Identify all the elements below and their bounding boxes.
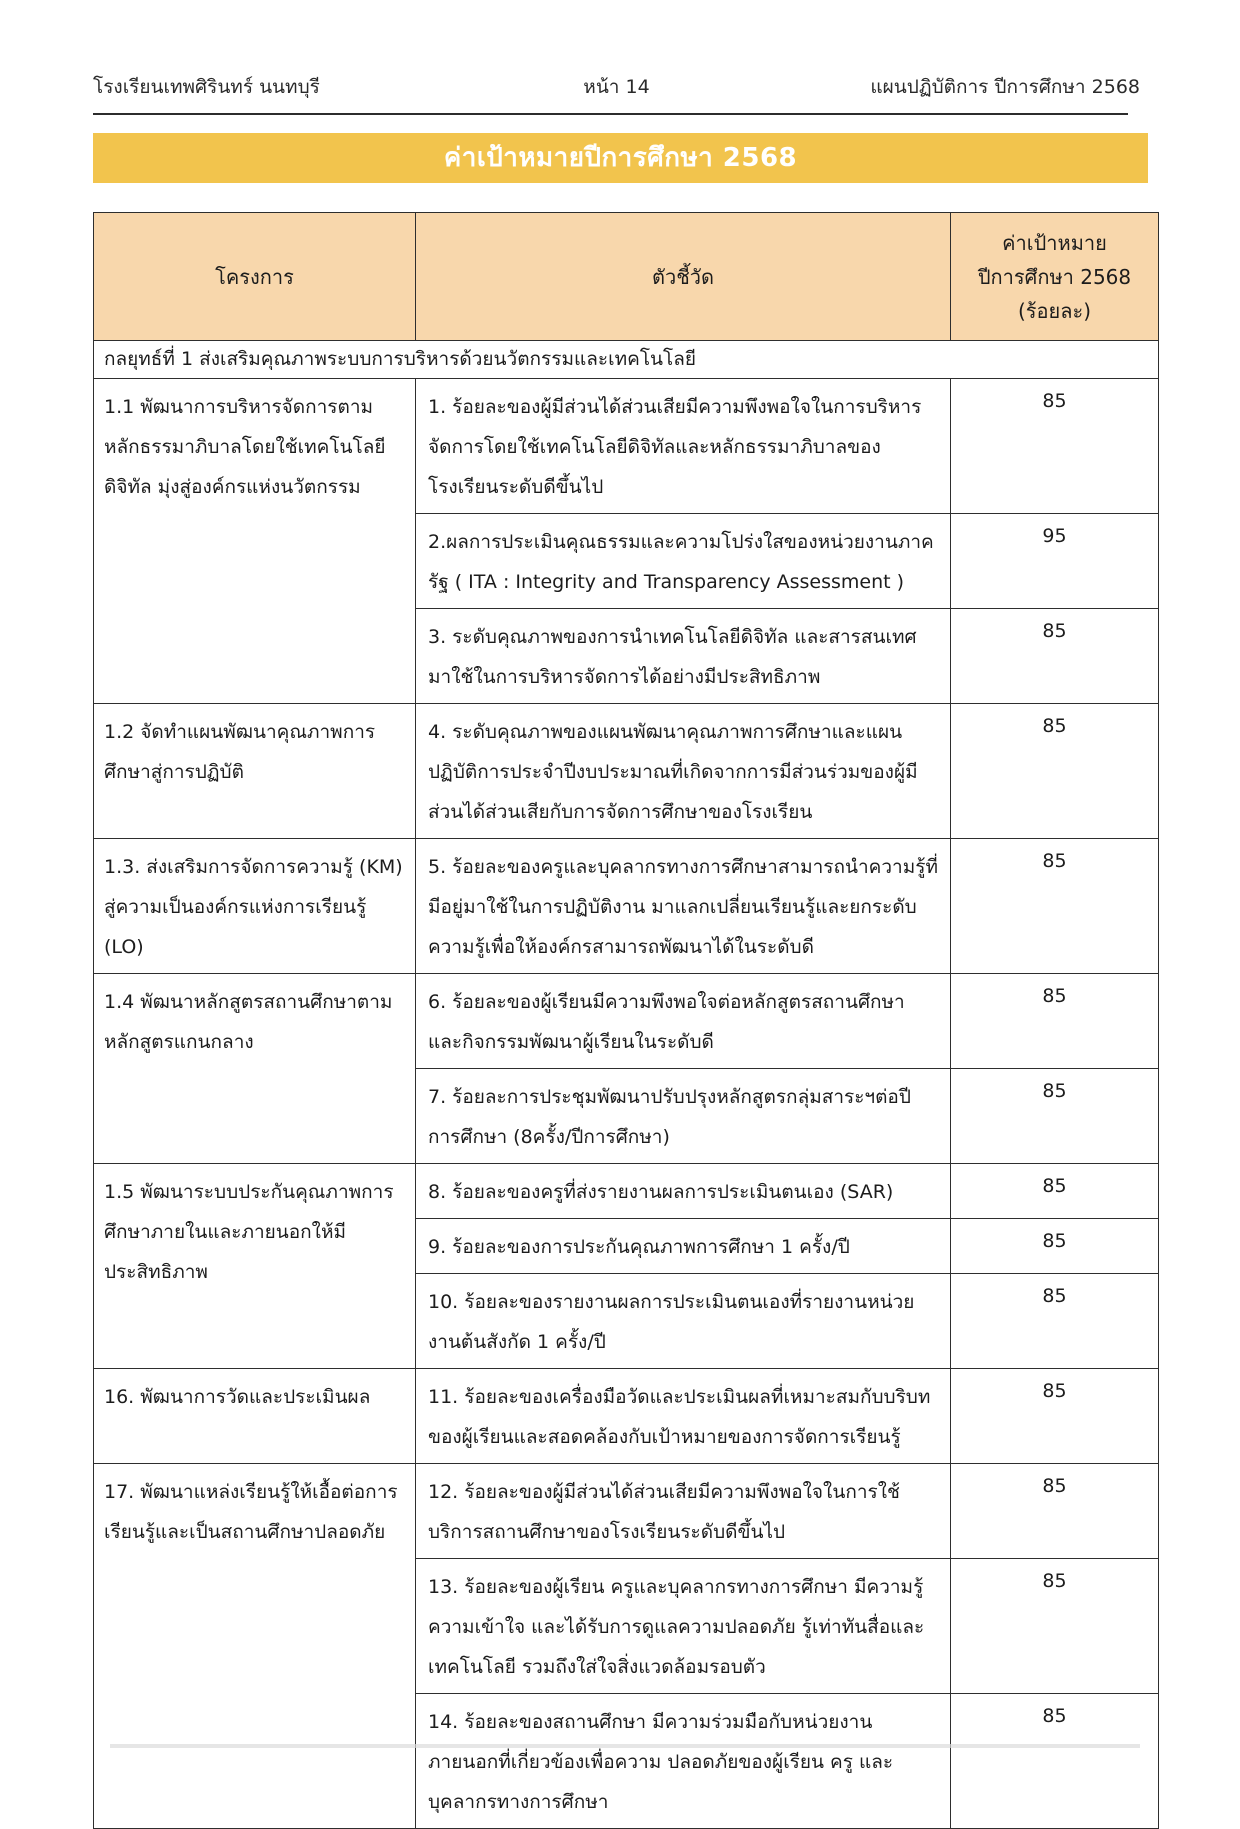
- indicator-row: [94, 839, 1159, 974]
- project-cell: 1.3. ส่งเสริมการจัดการความรู้ (KM) สู่ความเป็นองค์กรแห่งการเรียนรู้ (LO): [94, 839, 416, 974]
- target-value-cell: 85: [951, 1464, 1159, 1559]
- indicator-cell: 7. ร้อยละการประชุมพัฒนาปรับปรุงหลักสูตรกลุ่มสาระฯต่อปีการศึกษา (8ครั้ง/ปีการศึกษา): [416, 1069, 951, 1164]
- indicator-cell: 11. ร้อยละของเครื่องมือวัดและประเมินผลที่เหมาะสมกับบริบทของผู้เรียนและสอดคล้องกับเป้าหมายของการจัดการเรียนรู้: [416, 1369, 951, 1464]
- targets-table-body: [94, 341, 1159, 1829]
- indicator-cell: 12. ร้อยละของผู้มีส่วนได้ส่วนเสียมีความพึงพอใจในการใช้บริการสถานศึกษาของโรงเรียนระดับดีขึ้นไป: [416, 1464, 951, 1559]
- targets-table: [93, 212, 1159, 1829]
- target-value-cell: 85: [951, 974, 1159, 1069]
- target-value-cell: 85: [951, 1274, 1159, 1369]
- indicator-cell: 4. ระดับคุณภาพของแผนพัฒนาคุณภาพการศึกษาและแผนปฏิบัติการประจำปีงบประมาณที่เกิดจากการมีส่วนร่วมของผู้มีส่วนได้ส่วนเสียกับการจัดการศึกษาของโรงเรียน: [416, 704, 951, 839]
- target-value-cell: 85: [951, 1369, 1159, 1464]
- indicator-cell: 2.ผลการประเมินคุณธรรมและความโปร่งใสของหน่วยงานภาครัฐ ( ITA : Integrity and Transparency Assessment ): [416, 514, 951, 609]
- target-value-cell: 85: [951, 609, 1159, 704]
- target-value-cell: 85: [951, 379, 1159, 514]
- target-value-cell: 85: [951, 704, 1159, 839]
- page-number: หน้า 14: [583, 76, 650, 98]
- indicator-cell: 8. ร้อยละของครูที่ส่งรายงานผลการประเมินตนเอง (SAR): [416, 1164, 951, 1219]
- running-header: [93, 72, 1140, 102]
- indicator-cell: 1. ร้อยละของผู้มีส่วนได้ส่วนเสียมีความพึงพอใจในการบริหารจัดการโดยใช้เทคโนโลยีดิจิทัลและหลักธรรมาภิบาลของโรงเรียนระดับดีขึ้นไป: [416, 379, 951, 514]
- indicator-cell: 13. ร้อยละของผู้เรียน ครูและบุคลากรทางการศึกษา มีความรู้ความเข้าใจ และได้รับการดูแลความปลอดภัย รู้เท่าทันสื่อและเทคโนโลยี รวมถึงใส่ใจสิ่งแวดล้อมรอบตัว: [416, 1559, 951, 1694]
- header-divider-line: [93, 113, 1128, 115]
- target-value-cell: 85: [951, 1164, 1159, 1219]
- target-value-cell: 85: [951, 1694, 1159, 1829]
- indicator-cell: 5. ร้อยละของครูและบุคลากรทางการศึกษาสามารถนำความรู้ที่มีอยู่มาใช้ในการปฏิบัติงาน มาแลกเปลี่ยนเรียนรู้และยกระดับความรู้เพื่อให้องค์กรสามารถพัฒนาได้ในระดับดี: [416, 839, 951, 974]
- indicator-row: [94, 1164, 1159, 1219]
- target-value-cell: 95: [951, 514, 1159, 609]
- school-name: โรงเรียนเทพศิรินทร์ นนทบุรี: [93, 76, 320, 98]
- scan-artifact-line: [110, 1744, 1140, 1748]
- column-header-indicator: ตัวชี้วัด: [416, 213, 951, 341]
- indicator-row: [94, 1369, 1159, 1464]
- indicator-row: [94, 1464, 1159, 1559]
- indicator-cell: 10. ร้อยละของรายงานผลการประเมินตนเองที่รายงานหน่วยงานต้นสังกัด 1 ครั้ง/ปี: [416, 1274, 951, 1369]
- project-cell: 17. พัฒนาแหล่งเรียนรู้ให้เอื้อต่อการเรียนรู้และเป็นสถานศึกษาปลอดภัย: [94, 1464, 416, 1829]
- section-title-banner: ค่าเป้าหมายปีการศึกษา 2568: [93, 133, 1148, 183]
- strategy-label: กลยุทธ์ที่ 1 ส่งเสริมคุณภาพระบบการบริหารด้วยนวัตกรรมและเทคโนโลยี: [94, 341, 1159, 379]
- indicator-cell: 3. ระดับคุณภาพของการนำเทคโนโลยีดิจิทัล และสารสนเทศมาใช้ในการบริหารจัดการได้อย่างมีประสิทธิภาพ: [416, 609, 951, 704]
- indicator-row: [94, 704, 1159, 839]
- column-header-project: โครงการ: [94, 213, 416, 341]
- target-value-cell: 85: [951, 1219, 1159, 1274]
- target-value-cell: 85: [951, 1559, 1159, 1694]
- project-cell: 1.2 จัดทำแผนพัฒนาคุณภาพการศึกษาสู่การปฏิบัติ: [94, 704, 416, 839]
- indicator-cell: 14. ร้อยละของสถานศึกษา มีความร่วมมือกับหน่วยงานภายนอกที่เกี่ยวข้องเพื่อความ ปลอดภัยของผู้เรียน ครู และบุคลากรทางการศึกษา: [416, 1694, 951, 1829]
- target-value-cell: 85: [951, 1069, 1159, 1164]
- project-cell: 1.5 พัฒนาระบบประกันคุณภาพการศึกษาภายในและภายนอกให้มีประสิทธิภาพ: [94, 1164, 416, 1369]
- indicator-row: [94, 974, 1159, 1069]
- project-cell: 1.4 พัฒนาหลักสูตรสถานศึกษาตามหลักสูตรแกนกลาง: [94, 974, 416, 1164]
- project-cell: 1.1 พัฒนาการบริหารจัดการตามหลักธรรมาภิบาลโดยใช้เทคโนโลยีดิจิทัล มุ่งสู่องค์กรแห่งนวัตกรรม: [94, 379, 416, 704]
- table-header-row: [94, 213, 1159, 341]
- indicator-cell: 6. ร้อยละของผู้เรียนมีความพึงพอใจต่อหลักสูตรสถานศึกษาและกิจกรรมพัฒนาผู้เรียนในระดับดี: [416, 974, 951, 1069]
- indicator-row: [94, 379, 1159, 514]
- target-value-cell: 85: [951, 839, 1159, 974]
- indicator-cell: 9. ร้อยละของการประกันคุณภาพการศึกษา 1 ครั้ง/ปี: [416, 1219, 951, 1274]
- strategy-row: [94, 341, 1159, 379]
- project-cell: 16. พัฒนาการวัดและประเมินผล: [94, 1369, 416, 1464]
- plan-title: แผนปฏิบัติการ ปีการศึกษา 2568: [870, 76, 1140, 98]
- column-header-target: ค่าเป้าหมาย ปีการศึกษา 2568 (ร้อยละ): [951, 213, 1159, 341]
